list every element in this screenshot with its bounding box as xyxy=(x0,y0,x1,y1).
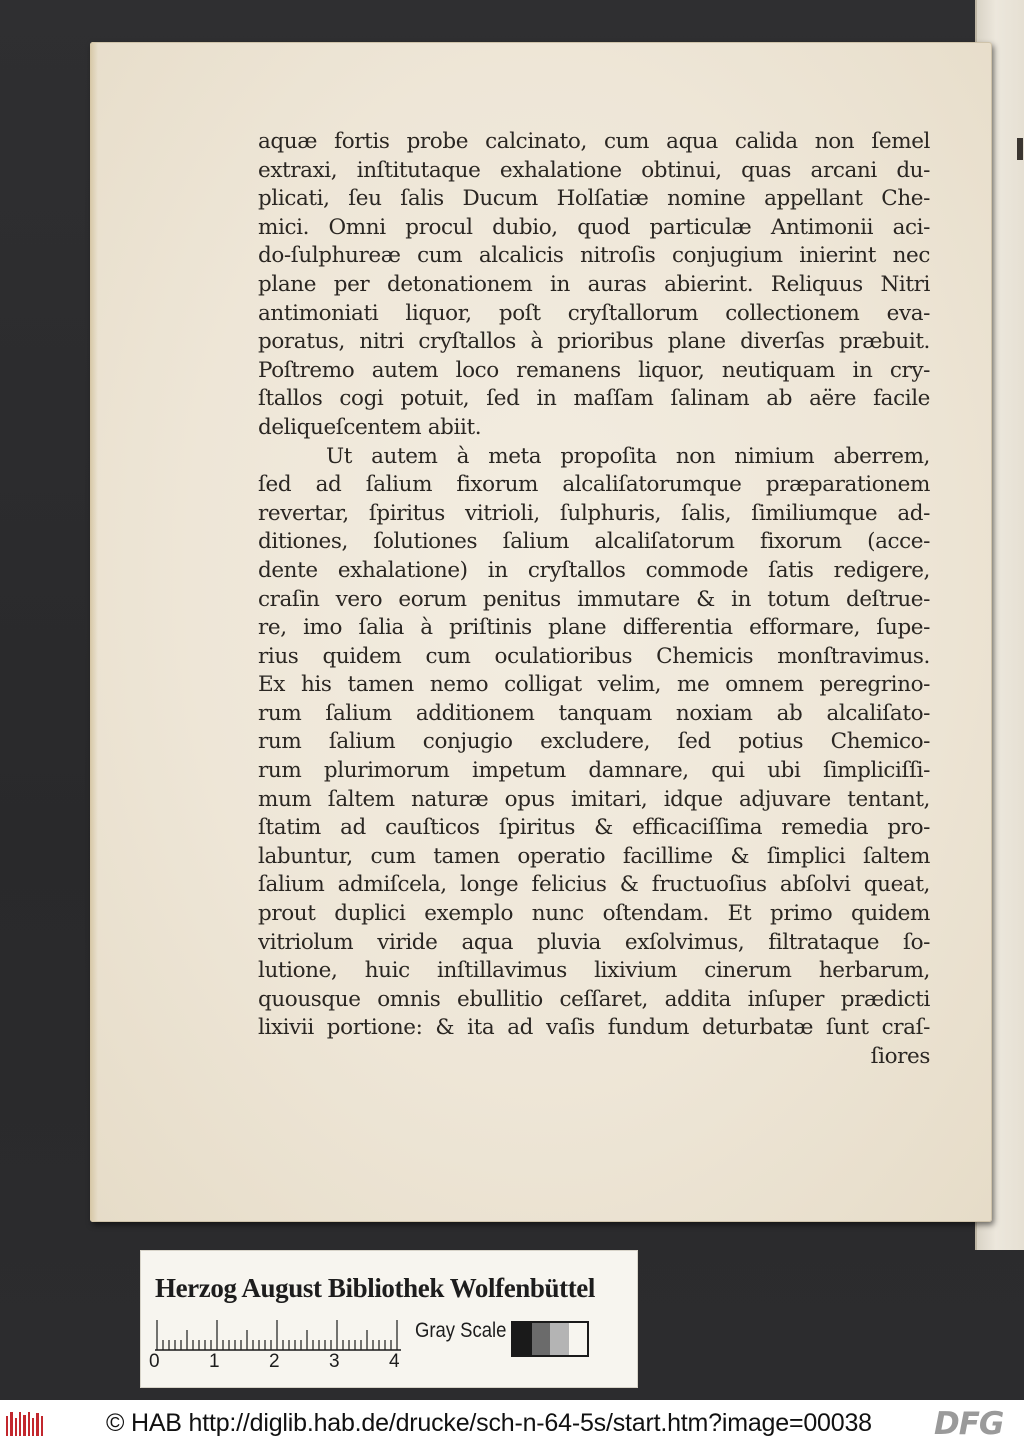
ruler-number: 3 xyxy=(329,1351,340,1372)
page-text xyxy=(258,128,930,1072)
text-line: dente exhalatione) in cryſtallos commode ſatis redigere, xyxy=(258,557,930,583)
text-line: rum ſalium additionem tanquam noxiam ab alcaliſato- xyxy=(258,700,930,726)
text-line: rum plurimorum impetum damnare, qui ubi ſimpliciſſi- xyxy=(258,758,930,784)
text-line: antimoniati liquor, poſt cryſtallorum collectionem eva- xyxy=(258,300,930,326)
text-line: prout duplici exemplo nunc oſtendam. Et primo quidem xyxy=(258,901,930,927)
dfg-logo: DFG xyxy=(934,1406,1004,1442)
text-line: craſin vero eorum penitus immutare & in totum deſtrue- xyxy=(258,586,930,612)
gray-step-white xyxy=(569,1323,588,1355)
ruler-number: 1 xyxy=(209,1351,220,1372)
text-line: mum ſaltem naturæ opus imitari, idque adjuvare tentant, xyxy=(258,786,930,812)
text-line: ſed ad ſalium fixorum alcaliſatorumque præparationem xyxy=(258,472,930,498)
text-line: rius quidem cum oculatioribus Chemicis monſtravimus. xyxy=(258,643,930,669)
text-line: ſalium admiſcela, longe felicius & fructuoſius abſolvi queat, xyxy=(258,872,930,898)
ruler-number: 0 xyxy=(149,1351,160,1372)
text-line: deliqueſcentem abiit. xyxy=(258,414,482,440)
library-name: Herzog August Bibliothek Wolfenbüttel xyxy=(155,1273,595,1303)
text-line: ſtatim ad cauſticos ſpiritus & efficaciſſima remedia pro- xyxy=(258,815,930,841)
barcode-icon xyxy=(6,1410,46,1438)
text-line: mici. Omni procul dubio, quod particulæ Antimonii aci- xyxy=(258,214,930,240)
text-line: ditiones, ſolutiones ſalium alcaliſatorum fixorum (acce- xyxy=(258,529,930,555)
ruler-numbers xyxy=(149,1351,419,1375)
text-line: re, imo ſalia à priſtinis plane differentia efformare, ſupe- xyxy=(258,615,930,641)
text-line: aquæ fortis probe calcinato, cum aqua calida non ſemel xyxy=(258,129,930,154)
next-page-mark xyxy=(1017,138,1023,160)
gray-step-black xyxy=(513,1323,532,1355)
text-line: labuntur, cum tamen operatio facillime & ſimplici ſaltem xyxy=(258,843,930,869)
footer-bar xyxy=(0,1400,1024,1447)
color-calibration-card xyxy=(140,1250,638,1388)
text-line: plane per detonationem in auras abierint. Reliquus Nitri xyxy=(258,271,930,297)
text-line: revertar, ſpiritus vitrioli, ſulphuris, ſalis, ſimiliumque ad- xyxy=(258,500,930,526)
catchword: ſiores xyxy=(870,1044,930,1069)
ruler-number: 4 xyxy=(389,1351,400,1372)
gray-step-light xyxy=(550,1323,569,1355)
text-line: lixivii portione: & ita ad vaſis fundum deturbatæ ſunt craſ- xyxy=(258,1015,930,1041)
gray-step-dark xyxy=(532,1323,551,1355)
gray-scale-label: Gray Scale xyxy=(415,1319,507,1342)
text-line: Ex his tamen nemo colligat velim, me omnem peregrino- xyxy=(258,672,930,698)
ruler-number: 2 xyxy=(269,1351,280,1372)
gray-scale-swatch xyxy=(511,1321,589,1357)
text-line: do-ſulphureæ cum alcalicis nitroſis conjugium inierint nec xyxy=(258,243,930,269)
text-line: extraxi, inſtitutaque exhalatione obtinui, quas arcani du- xyxy=(258,157,930,183)
text-line: plicati, ſeu ſalis Ducum Holſatiæ nomine appellant Che- xyxy=(258,186,930,212)
text-line: quousque omnis ebullitio ceſſaret, addita inſuper prædicti xyxy=(258,986,930,1012)
text-line: ſtallos cogi potuit, ſed in maſſam ſalinam ab aëre facile xyxy=(258,386,930,412)
text-line: Poſtremo autem loco remanens liquor, neutiquam in cry- xyxy=(258,357,930,383)
text-line: lutione, huic inſtillavimus lixivium cinerum herbarum, xyxy=(258,958,930,984)
text-line: poratus, nitri cryſtallos à prioribus plane diverſas præbuit. xyxy=(258,329,930,355)
text-line: vitriolum viride aqua pluvia exſolvimus, filtrataque ſo- xyxy=(258,929,930,955)
text-line: rum ſalium conjugio excludere, ſed potius Chemico- xyxy=(258,729,930,755)
source-url-text: © HAB http://diglib.hab.de/drucke/sch-n-64-5s/start.htm?image=00038 xyxy=(106,1409,872,1437)
text-line-paragraph-start: Ut autem à meta propoſita non nimium aberrem, xyxy=(326,443,930,469)
ruler-scale xyxy=(155,1317,405,1351)
